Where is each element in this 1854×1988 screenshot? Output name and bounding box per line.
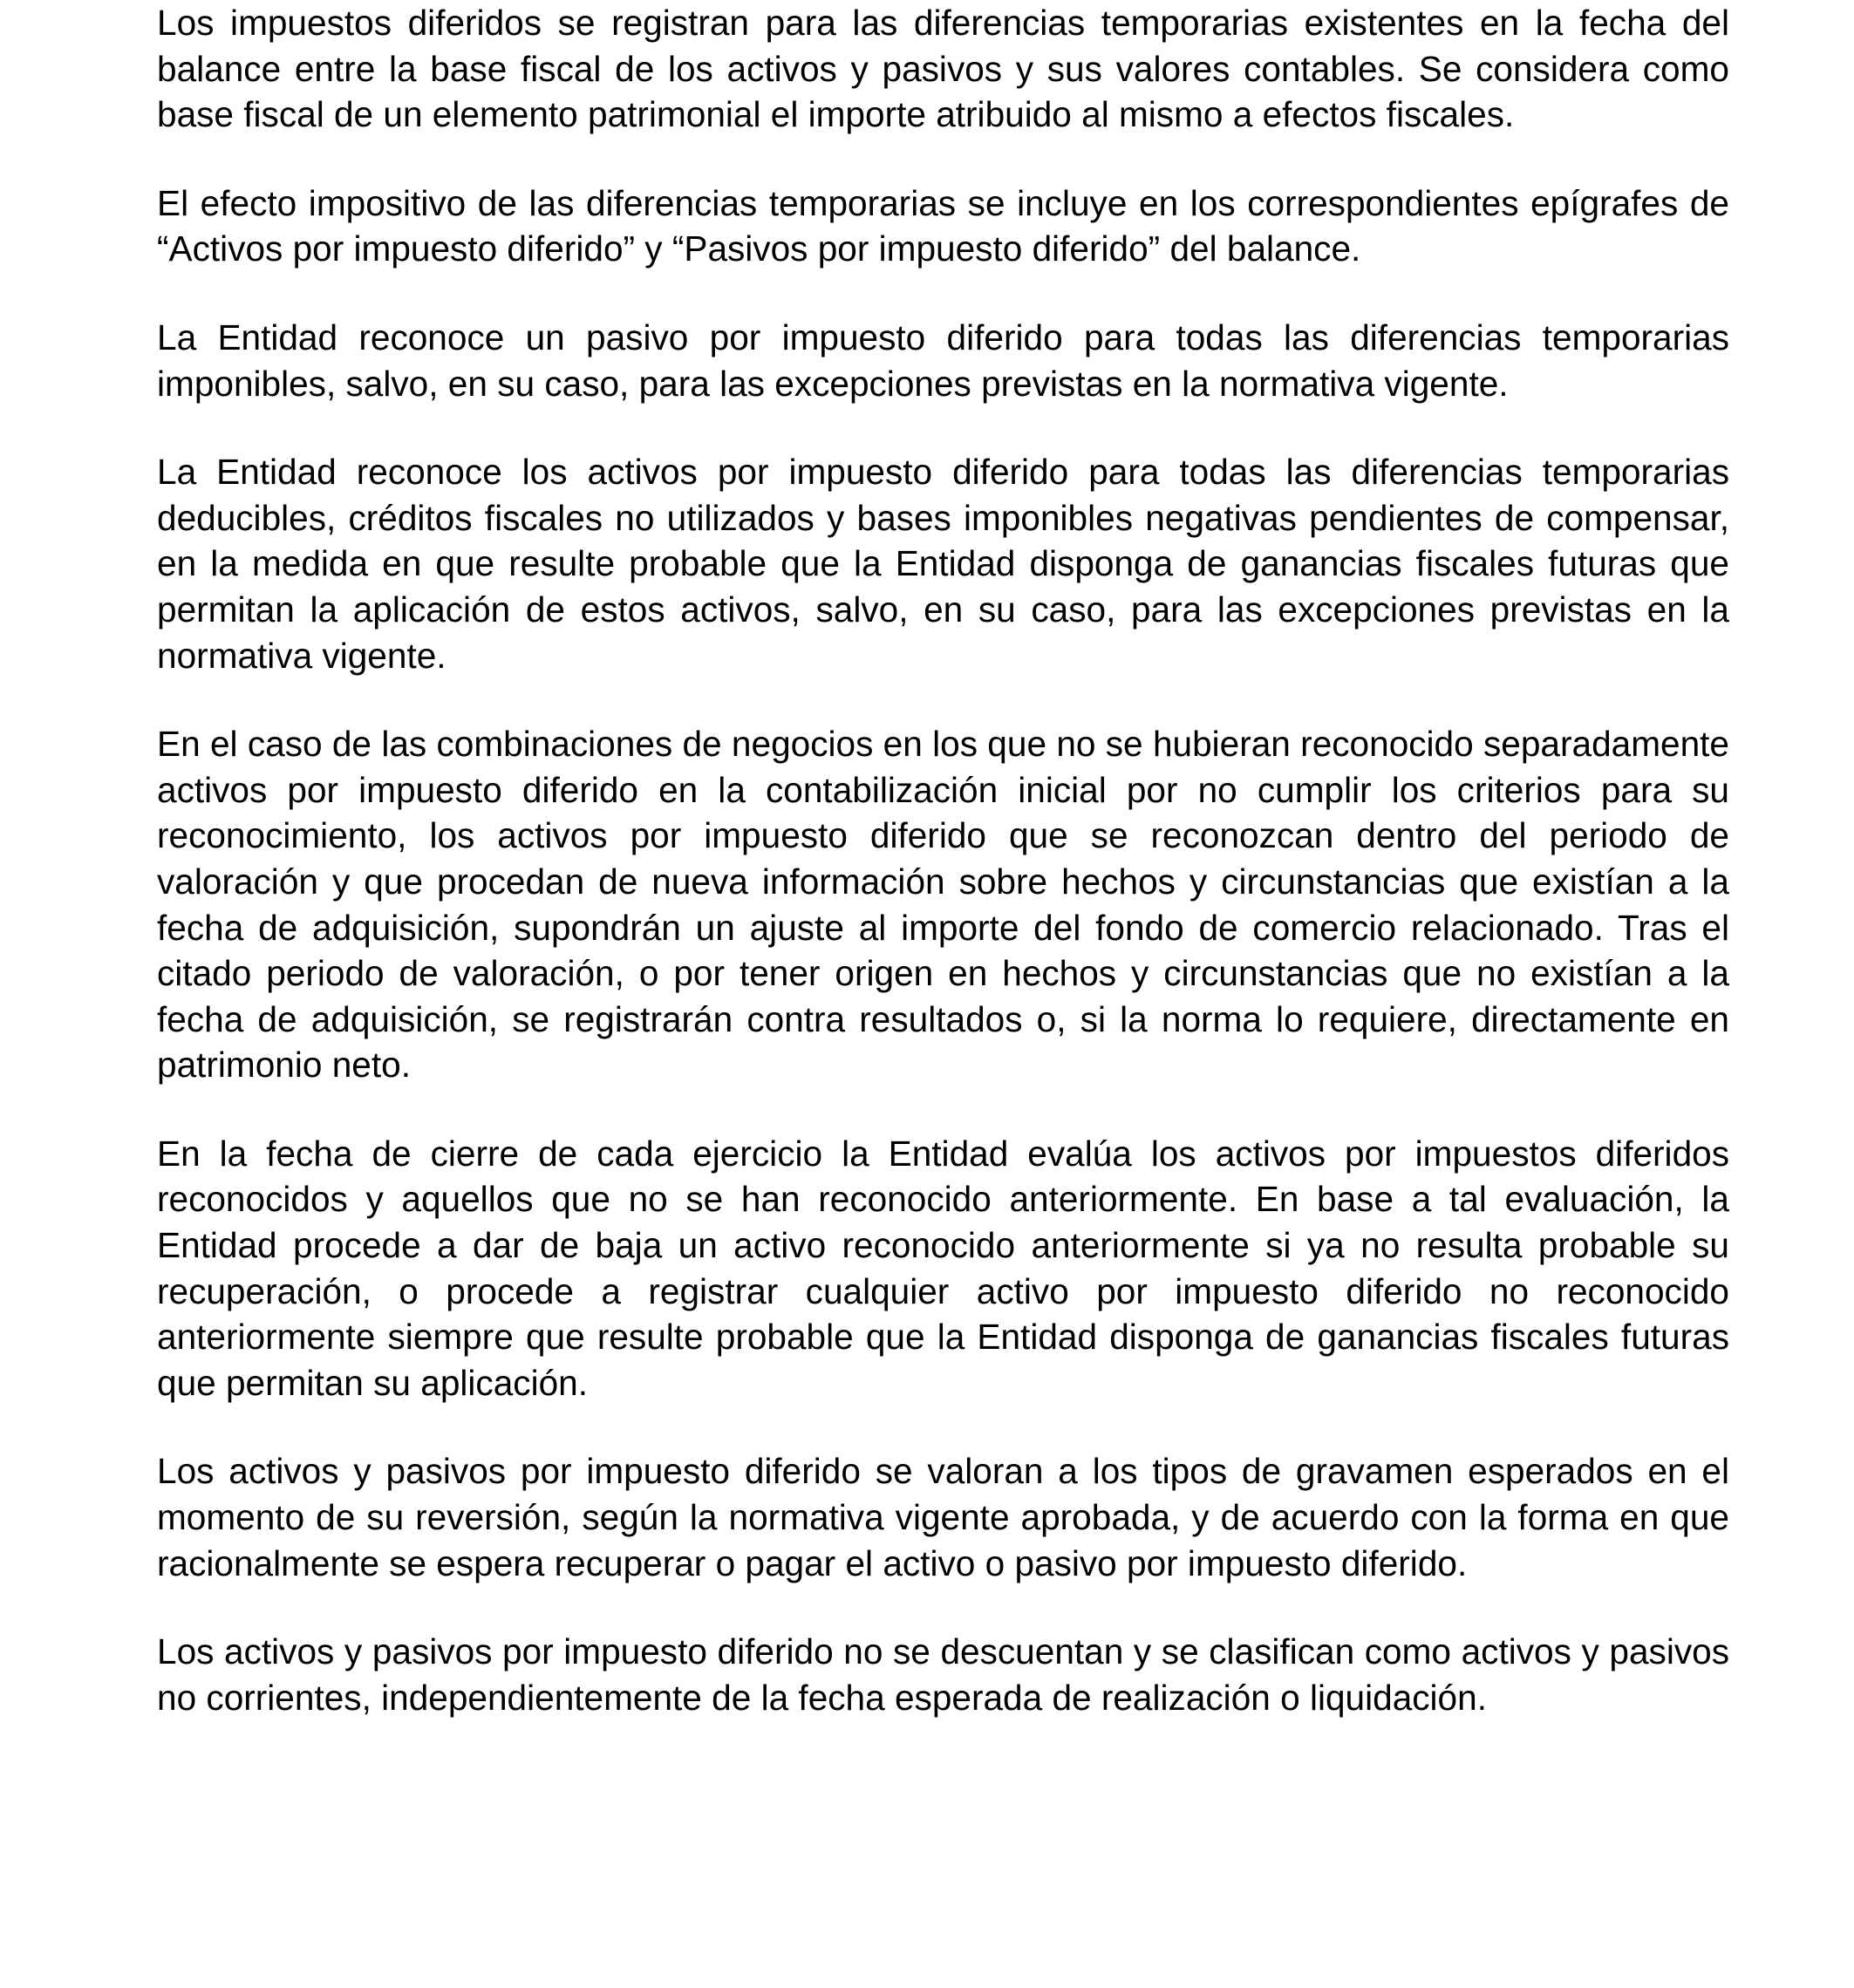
paragraph-deferred-tax-assets: La Entidad reconoce los activos por impuesto diferido para todas las diferencias temporarias deducibles, créditos fiscales no utilizados y bases imponibles negativas pendientes de compensar, en la medida en que resulte probable que la Entidad disponga de ganancias fiscales futuras que permitan la aplicación de estos activos, salvo, en su caso, para las excepciones previstas en la normativa vigente. [157, 452, 1729, 676]
paragraph-deferred-tax-recognition: Los impuestos diferidos se registran para las diferencias temporarias existentes en la fecha del balance entre la base fiscal de los activos y pasivos y sus valores contables. Se considera como base fiscal de un elemento patrimonial el importe atribuido al mismo a efectos fiscales. [157, 3, 1729, 135]
paragraph-valuation-tax-rates: Los activos y pasivos por impuesto diferido se valoran a los tipos de gravamen esperados en el momento de su reversión, según la normativa vigente aprobada, y de acuerdo con la forma en que racionalmente se espera recuperar o pagar el activo o pasivo por impuesto diferido. [157, 1451, 1729, 1583]
paragraph-business-combinations: En el caso de las combinaciones de negocios en los que no se hubieran reconocido separadamente activos por impuesto diferido en la contabilización inicial por no cumplir los criterios para su reconocimiento, los activos por impuesto diferido que se reconozcan dentro del periodo de valoración y que procedan de nueva información sobre hechos y circunstancias que existían a la fecha de adquisición, supondrán un ajuste al importe del fondo de comercio relacionado. Tras el citado periodo de valoración, o por tener origen en hechos y circunstancias que no existían a la fecha de adquisición, se registrarán contra resultados o, si la norma lo requiere, directamente en patrimonio neto. [157, 724, 1729, 1086]
paragraph-year-end-evaluation: En la fecha de cierre de cada ejercicio la Entidad evalúa los activos por impuestos diferidos reconocidos y aquellos que no se han reconocido anteriormente. En base a tal evaluación, la Entidad procede a dar de baja un activo reconocido anteriormente si ya no resulta probable su recuperación, o procede a registrar cualquier activo por impuesto diferido no reconocido anteriormente siempre que resulte probable que la Entidad disponga de ganancias fiscales futuras que permitan su aplicación. [157, 1133, 1729, 1403]
paragraph-classification-non-current: Los activos y pasivos por impuesto diferido no se descuentan y se clasifican como activos y pasivos no corrientes, independientemente de la fecha esperada de realización o liquidación. [157, 1631, 1729, 1718]
paragraph-deferred-tax-liability: La Entidad reconoce un pasivo por impuesto diferido para todas las diferencias temporarias imponibles, salvo, en su caso, para las excepciones previstas en la normativa vigente. [157, 317, 1729, 404]
paragraph-tax-effect-balance: El efecto impositivo de las diferencias temporarias se incluye en los correspondientes epígrafes de “Activos por impuesto diferido” y “Pasivos por impuesto diferido” del balance. [157, 182, 1729, 269]
document-page [157, 0, 1729, 1720]
